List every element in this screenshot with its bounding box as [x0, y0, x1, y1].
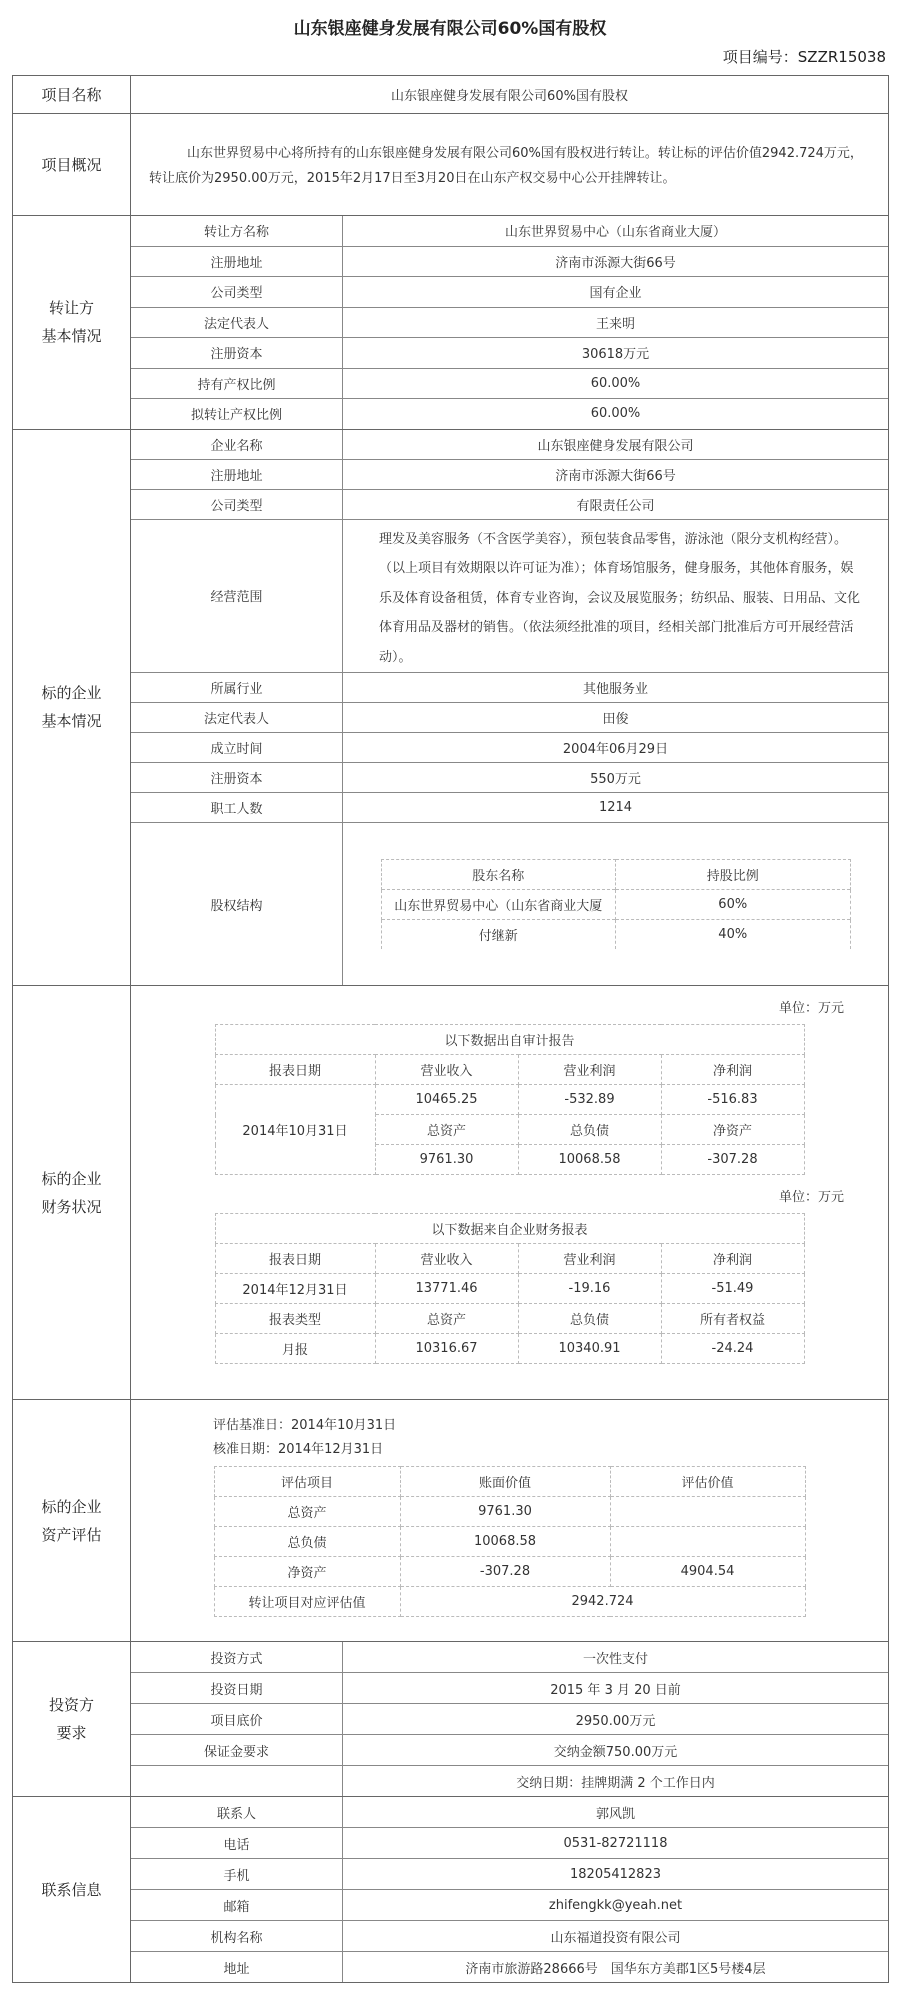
asset-approve-date: 核准日期：2014年12月31日 — [213, 1442, 384, 1457]
target-label: 标的企业 基本情况 — [41, 684, 102, 731]
report-value2-cell: 10340.91 — [518, 1334, 661, 1364]
target-key: 职工人数 — [131, 793, 343, 823]
target-value: 田俊 — [343, 703, 889, 733]
target-key-equity: 股权结构 — [131, 823, 343, 986]
asset-cell — [610, 1527, 805, 1557]
transferor-key: 注册地址 — [131, 246, 343, 277]
contact-key: 机构名称 — [131, 1921, 343, 1952]
contact-key: 地址 — [131, 1952, 343, 1983]
invest-value: 交纳金额750.00万元 — [343, 1735, 889, 1766]
audit-value2-cell: 10068.58 — [518, 1145, 661, 1175]
audit-head2-cell: 净资产 — [661, 1115, 804, 1145]
contact-value: 济南市旅游路28666号 国华东方美郡1区5号楼4层 — [465, 1961, 766, 1977]
target-key: 注册资本 — [131, 763, 343, 793]
contact-value: zhifengkk@yeah.net — [343, 1890, 889, 1921]
audit-date: 2014年10月31日 — [215, 1085, 375, 1175]
asset-total-value: 2942.724 — [400, 1587, 805, 1617]
asset-cell: -307.28 — [400, 1557, 610, 1587]
overview-text: 山东世界贸易中心将所持有的山东银座健身发展有限公司60%国有股权进行转让。转让标的评估价值2942.724万元，转让底价为2950.00万元，2015年2月17日至3月20日在山东产权交易中心公开挂牌转让。 — [149, 145, 863, 186]
report-value-cell: 13771.46 — [375, 1274, 518, 1304]
report-value2-cell: -24.24 — [661, 1334, 804, 1364]
asset-head-cell: 评估项目 — [214, 1467, 400, 1497]
invest-value: 2950.00万元 — [343, 1704, 889, 1735]
transferor-table — [131, 216, 888, 429]
target-row-scope — [131, 519, 888, 673]
target-key: 公司类型 — [131, 489, 343, 519]
invest-value: 2015 年 3 月 20 日前 — [343, 1673, 889, 1704]
invest-value: 一次性支付 — [343, 1642, 889, 1673]
invest-key: 投资方式 — [131, 1642, 343, 1673]
equity-cell-value: 60% — [616, 890, 851, 920]
equity-cell-value: 山东世界贸易中心（山东省商业大厦 — [381, 890, 616, 920]
audit-head-row — [215, 1055, 804, 1085]
asset-table — [214, 1466, 806, 1617]
equity-table — [381, 859, 851, 949]
contact-row — [131, 1828, 888, 1859]
asset-total-row — [214, 1587, 805, 1617]
report-head-cell: 报表日期 — [215, 1244, 375, 1274]
project-table — [12, 75, 889, 1983]
asset-cell: 总资产 — [214, 1497, 400, 1527]
transferor-row — [131, 216, 888, 246]
transferor-label: 转让方 基本情况 — [41, 299, 102, 346]
section-label-transferor — [13, 216, 131, 430]
contact-key: 邮箱 — [131, 1890, 343, 1921]
transferor-row — [131, 368, 888, 399]
target-value: 其他服务业 — [343, 673, 889, 703]
page-title: 山东银座健身发展有限公司60%国有股权 — [293, 19, 607, 39]
contact-row — [131, 1859, 888, 1890]
target-value: 1214 — [343, 793, 889, 823]
report-caption: 以下数据来自企业财务报表 — [215, 1214, 804, 1244]
transferor-value: 30618万元 — [343, 338, 889, 369]
transferor-key: 拟转让产权比例 — [131, 399, 343, 429]
asset-cell: 9761.30 — [400, 1497, 610, 1527]
equity-head-row — [381, 860, 850, 890]
asset-dates — [131, 1400, 888, 1462]
target-value: 有限责任公司 — [343, 489, 889, 519]
transferor-row — [131, 307, 888, 338]
target-key: 企业名称 — [131, 430, 343, 460]
transferor-value: 山东世界贸易中心（山东省商业大厦） — [343, 216, 889, 246]
invest-row — [131, 1735, 888, 1766]
business-scope-text: 理发及美容服务（不含医学美容），预包装食品零售，游泳池（限分支机构经营）。（以上项目有效期限以许可证为准）；体育场馆服务，健身服务，其他体育服务，娱乐及体育设备租赁，体育专业咨询，会议及展览服务；纺织品、服装、日用品、文化体育用品及器材的销售。（依法须经批准的项目，经相关部门批准后方可开展经营活动）。 — [343, 519, 889, 673]
target-table — [131, 430, 888, 986]
asset-cell — [610, 1497, 805, 1527]
transferor-value: 60.00% — [590, 406, 641, 422]
contact-row — [131, 1797, 888, 1828]
target-key: 法定代表人 — [131, 703, 343, 733]
report-head2-cell: 所有者权益 — [661, 1304, 804, 1334]
asset-cell: 净资产 — [214, 1557, 400, 1587]
section-label-asset — [13, 1400, 131, 1642]
contact-row — [131, 1952, 888, 1983]
report-value-cell: -51.49 — [661, 1274, 804, 1304]
audit-head-cell: 营业利润 — [518, 1055, 661, 1085]
invest-table — [131, 1642, 888, 1796]
project-name-value: 山东银座健身发展有限公司60%国有股权 — [131, 76, 889, 114]
audit-value-cell: 10465.25 — [375, 1085, 518, 1115]
equity-cell-value: 付继新 — [381, 920, 616, 950]
contact-value: 18205412823 — [343, 1859, 889, 1890]
target-key: 成立时间 — [131, 733, 343, 763]
target-key: 所属行业 — [131, 673, 343, 703]
report-value-cell: -19.16 — [518, 1274, 661, 1304]
section-label-finance — [13, 986, 131, 1400]
asset-total-label: 转让项目对应评估值 — [214, 1587, 400, 1617]
asset-cell: 总负债 — [214, 1527, 400, 1557]
target-row — [131, 733, 888, 763]
transferor-key: 转让方名称 — [131, 216, 343, 246]
asset-label: 标的企业 资产评估 — [41, 1497, 102, 1544]
target-key: 注册地址 — [131, 459, 343, 489]
audit-value2-cell: 9761.30 — [375, 1145, 518, 1175]
target-value: 山东银座健身发展有限公司 — [343, 430, 889, 460]
transferor-row — [131, 399, 888, 429]
report-head2-cell: 报表类型 — [215, 1304, 375, 1334]
report-head-cell: 净利润 — [661, 1244, 804, 1274]
unit-label-report: 单位：万元 — [778, 1190, 844, 1205]
report-value2-cell: 月报 — [215, 1334, 375, 1364]
contact-value: 郭风凯 — [343, 1797, 889, 1828]
report-head2-cell: 总负债 — [518, 1304, 661, 1334]
target-row — [131, 793, 888, 823]
audit-value-cell: -516.83 — [661, 1085, 804, 1115]
audit-head-cell: 营业收入 — [375, 1055, 518, 1085]
report-head-cell: 营业收入 — [375, 1244, 518, 1274]
transferor-value: 国有企业 — [343, 277, 889, 308]
contact-key: 电话 — [131, 1828, 343, 1859]
report-value2-cell: 10316.67 — [375, 1334, 518, 1364]
asset-row — [214, 1497, 805, 1527]
equity-head-cell: 持股比例 — [616, 860, 851, 890]
audit-value-cell: -532.89 — [518, 1085, 661, 1115]
transferor-key: 注册资本 — [131, 338, 343, 369]
target-row — [131, 703, 888, 733]
invest-key: 项目底价 — [131, 1704, 343, 1735]
section-label-invest — [13, 1642, 131, 1797]
invest-key: 投资日期 — [131, 1673, 343, 1704]
report-value-row — [215, 1274, 804, 1304]
equity-head-cell: 股东名称 — [381, 860, 616, 890]
transferor-value: 60.00% — [343, 368, 889, 399]
target-row-equity — [131, 823, 888, 986]
audit-value-row — [215, 1085, 804, 1115]
report-head-cell: 营业利润 — [518, 1244, 661, 1274]
transferor-row — [131, 246, 888, 277]
asset-head-row — [214, 1467, 805, 1497]
transferor-row — [131, 277, 888, 308]
contact-value: 0531-82721118 — [343, 1828, 889, 1859]
transferor-row — [131, 338, 888, 369]
invest-row — [131, 1766, 888, 1797]
target-value: 济南市泺源大街66号 — [343, 459, 889, 489]
project-code: 项目编号：SZZR15038 — [722, 48, 886, 66]
transferor-value: 王来明 — [343, 307, 889, 338]
asset-head-cell: 账面价值 — [400, 1467, 610, 1497]
invest-value: 交纳日期：挂牌期满 2 个工作日内 — [516, 1775, 715, 1791]
report-head2-row — [215, 1304, 804, 1334]
transferor-key: 持有产权比例 — [131, 368, 343, 399]
transferor-key: 法定代表人 — [131, 307, 343, 338]
asset-head-cell: 评估价值 — [610, 1467, 805, 1497]
section-label-overview: 项目概况 — [13, 114, 131, 216]
asset-row — [214, 1557, 805, 1587]
audit-caption: 以下数据出自审计报告 — [215, 1025, 804, 1055]
target-row — [131, 459, 888, 489]
report-head2-cell: 总资产 — [375, 1304, 518, 1334]
report-value2-row — [215, 1334, 804, 1364]
asset-cell: 4904.54 — [610, 1557, 805, 1587]
target-row — [131, 673, 888, 703]
equity-cell — [343, 823, 889, 986]
audit-value2-cell: -307.28 — [661, 1145, 804, 1175]
audit-head-cell: 报表日期 — [215, 1055, 375, 1085]
invest-key — [131, 1766, 343, 1797]
asset-base-date: 评估基准日：2014年10月31日 — [213, 1418, 397, 1433]
report-head-row — [215, 1244, 804, 1274]
invest-row — [131, 1642, 888, 1673]
target-value: 550万元 — [343, 763, 889, 793]
report-table — [215, 1213, 805, 1364]
finance-label: 标的企业 财务状况 — [41, 1169, 102, 1216]
section-label-contact: 联系信息 — [13, 1797, 131, 1983]
invest-label: 投资方 要求 — [48, 1696, 94, 1742]
contact-row — [131, 1890, 888, 1921]
section-label-target — [13, 429, 131, 986]
equity-row — [381, 920, 850, 950]
invest-key: 保证金要求 — [131, 1735, 343, 1766]
contact-value: 山东福道投资有限公司 — [343, 1921, 889, 1952]
audit-head2-cell: 总负债 — [518, 1115, 661, 1145]
transferor-key: 公司类型 — [131, 277, 343, 308]
contact-table — [131, 1797, 888, 1982]
audit-head2-cell: 总资产 — [375, 1115, 518, 1145]
target-key-scope: 经营范围 — [131, 519, 343, 673]
unit-label-audit: 单位：万元 — [778, 1001, 844, 1016]
audit-table — [215, 1024, 805, 1175]
target-row — [131, 430, 888, 460]
target-value: 2004年06月29日 — [343, 733, 889, 763]
section-label-project-name: 项目名称 — [13, 76, 131, 114]
audit-head-cell: 净利润 — [661, 1055, 804, 1085]
target-row — [131, 763, 888, 793]
contact-row — [131, 1921, 888, 1952]
contact-key: 手机 — [131, 1859, 343, 1890]
transferor-value: 济南市泺源大街66号 — [343, 246, 889, 277]
invest-row — [131, 1704, 888, 1735]
equity-row — [381, 890, 850, 920]
report-value-cell: 2014年12月31日 — [215, 1274, 375, 1304]
asset-row — [214, 1527, 805, 1557]
invest-row — [131, 1673, 888, 1704]
target-row — [131, 489, 888, 519]
contact-key: 联系人 — [131, 1797, 343, 1828]
asset-cell: 10068.58 — [400, 1527, 610, 1557]
equity-cell-value: 40% — [616, 920, 851, 950]
